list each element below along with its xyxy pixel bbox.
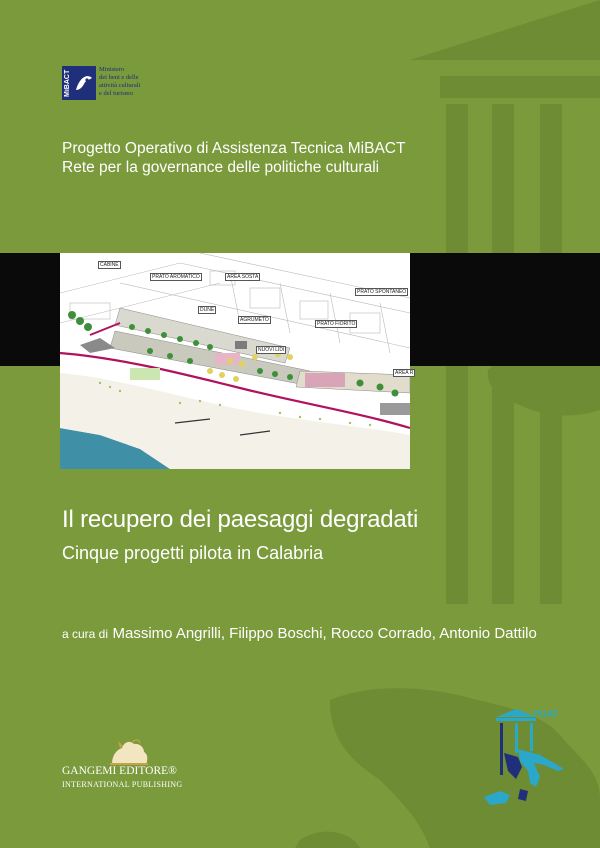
map-label-dune: DUNE bbox=[200, 307, 215, 313]
mibact-logo-line: attività culturali bbox=[99, 82, 141, 89]
eye-icon bbox=[74, 70, 94, 96]
map-label-area-r: AREA R bbox=[395, 370, 414, 376]
publisher-name: GANGEMI EDITORE® bbox=[62, 765, 177, 777]
map-label-nuovi-lidi: NUOVI LIDI bbox=[258, 347, 285, 353]
project-title-line-2: Rete per la governance delle politiche culturali bbox=[62, 159, 380, 176]
editors-names: Massimo Angrilli, Filippo Boschi, Rocco Corrado, Antonio Dattilo bbox=[112, 625, 537, 642]
map-label-prato-aromatico: PRATO AROMATICO bbox=[152, 274, 200, 280]
map-label-cabine: CABINE bbox=[100, 262, 119, 268]
mibact-logo-line: dei beni e delle bbox=[99, 74, 139, 81]
map-label-prato-spontaneo: PRATO SPONTANEO bbox=[357, 289, 407, 295]
poat-logo bbox=[478, 705, 578, 810]
landscape-plan-illustration bbox=[60, 253, 414, 469]
mibact-logo-text bbox=[99, 66, 159, 98]
editors-line bbox=[62, 625, 537, 643]
map-label-area-sosta: AREA SOSTA bbox=[227, 274, 259, 280]
lion-emblem-icon bbox=[106, 738, 152, 766]
poat-label: POAT bbox=[534, 709, 559, 719]
map-label-agrumeto: AGRUMETO bbox=[240, 317, 269, 323]
landscape-plan-drawing bbox=[60, 253, 410, 469]
mibact-logo-line: Ministero bbox=[99, 66, 125, 73]
book-subtitle: Cinque progetti pilota in Calabria bbox=[62, 543, 324, 563]
mibact-logo-mark bbox=[62, 66, 96, 100]
book-title: Il recupero dei paesaggi degradati bbox=[62, 506, 419, 533]
project-title-line-1: Progetto Operativo di Assistenza Tecnica MiBACT bbox=[62, 140, 406, 157]
publisher-subtitle: INTERNATIONAL PUBLISHING bbox=[62, 780, 183, 789]
map-label-prato-fiorito: PRATO FIORITO bbox=[317, 321, 356, 327]
publisher-logo bbox=[62, 738, 202, 798]
editors-prefix: a cura di bbox=[62, 627, 109, 641]
poat-temple-italy-icon bbox=[478, 705, 578, 810]
mibact-logo bbox=[62, 66, 157, 102]
mibact-logo-mark-text: MiBACT bbox=[64, 69, 71, 97]
mibact-logo-line: e del turismo bbox=[99, 90, 133, 97]
